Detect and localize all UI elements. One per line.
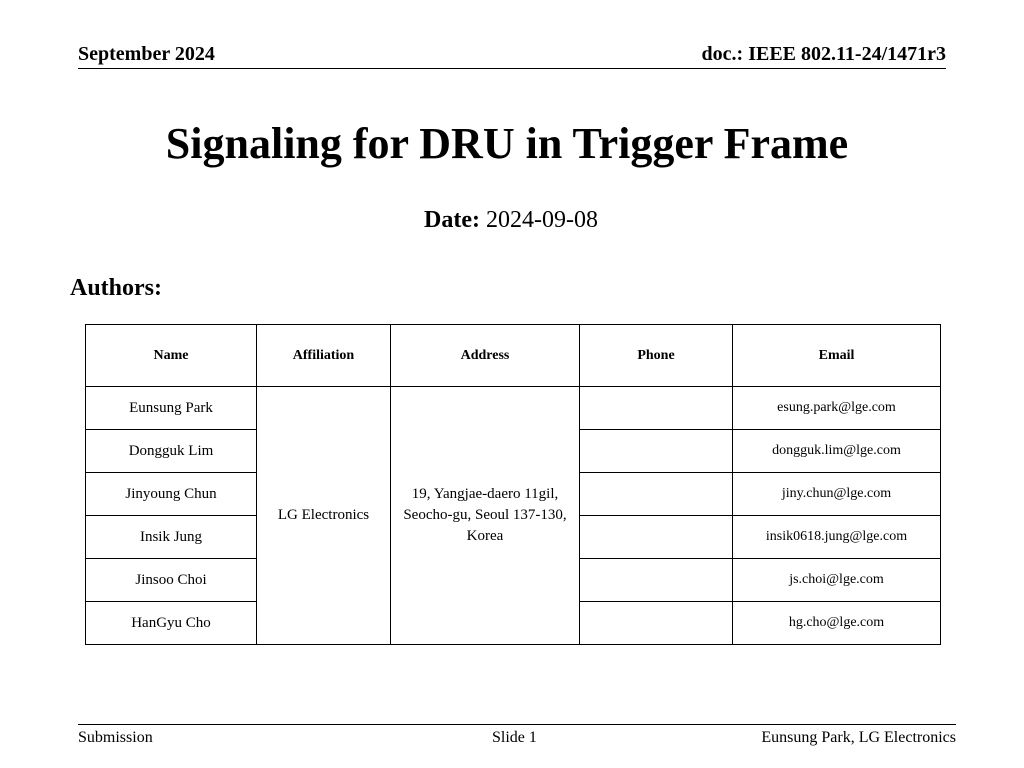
column-header-address: Address: [391, 325, 580, 387]
author-phone: [580, 430, 733, 473]
author-phone: [580, 516, 733, 559]
date-label: Date:: [424, 207, 480, 233]
footer-slide-number: Slide 1: [492, 729, 537, 746]
header-date: September 2024: [78, 43, 215, 65]
column-header-phone: Phone: [580, 325, 733, 387]
footer-submission: Submission: [78, 729, 153, 746]
author-name: Eunsung Park: [86, 387, 257, 430]
table-header-row: [86, 325, 941, 387]
author-name: HanGyu Cho: [86, 602, 257, 645]
column-header-affiliation: Affiliation: [257, 325, 391, 387]
header-doc-id: doc.: IEEE 802.11-24/1471r3: [701, 43, 946, 65]
authors-table: [85, 324, 941, 645]
author-phone: [580, 387, 733, 430]
author-email: hg.cho@lge.com: [733, 602, 941, 645]
author-email: jiny.chun@lge.com: [733, 473, 941, 516]
author-phone: [580, 559, 733, 602]
column-header-email: Email: [733, 325, 941, 387]
affiliation-cell: LG Electronics: [257, 387, 391, 645]
footer-author: Eunsung Park, LG Electronics: [761, 729, 956, 746]
author-name: Jinyoung Chun: [86, 473, 257, 516]
author-name: Jinsoo Choi: [86, 559, 257, 602]
address-cell: 19, Yangjae-daero 11gil, Seocho-gu, Seoul 137-130, Korea: [391, 387, 580, 645]
authors-heading: Authors:: [70, 275, 163, 301]
author-phone: [580, 473, 733, 516]
slide-title: Signaling for DRU in Trigger Frame: [165, 119, 849, 168]
author-name: Insik Jung: [86, 516, 257, 559]
date-line: [0, 205, 1022, 235]
date-value: 2024-09-08: [485, 207, 598, 233]
table-row: [86, 387, 941, 430]
author-email: esung.park@lge.com: [733, 387, 941, 430]
author-email: js.choi@lge.com: [733, 559, 941, 602]
footer-rule: [78, 724, 956, 725]
column-header-name: Name: [86, 325, 257, 387]
header-rule: [78, 68, 946, 69]
author-email: insik0618.jung@lge.com: [733, 516, 941, 559]
author-email: dongguk.lim@lge.com: [733, 430, 941, 473]
author-phone: [580, 602, 733, 645]
author-name: Dongguk Lim: [86, 430, 257, 473]
